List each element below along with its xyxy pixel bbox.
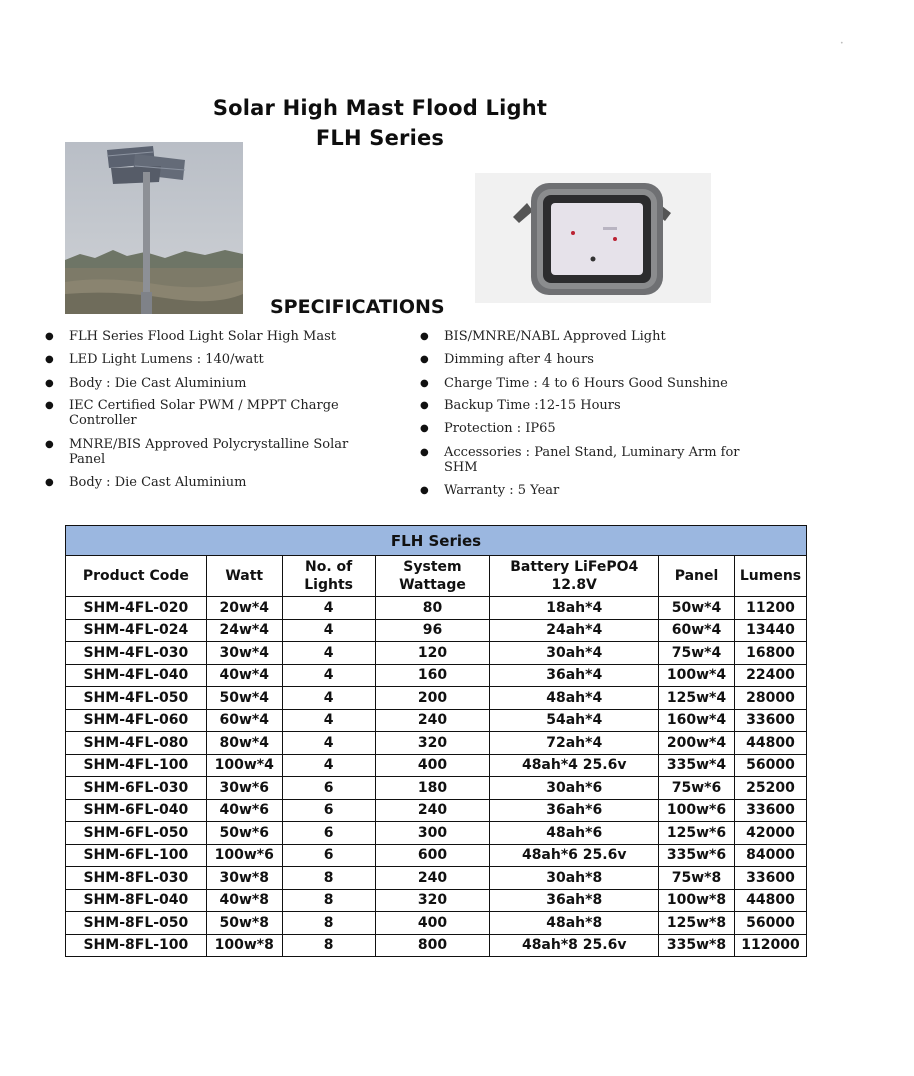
page-title: Solar High Mast Flood Light — [212, 96, 548, 120]
table-cell: 120 — [375, 642, 490, 665]
table-cell: SHM-6FL-040 — [66, 799, 207, 822]
table-cell: 320 — [375, 732, 490, 755]
column-header: Watt — [206, 556, 282, 597]
table-cell: 6 — [282, 822, 375, 845]
table-cell: 400 — [375, 754, 490, 777]
list-item: ● Body : Die Cast Aluminium — [45, 376, 246, 391]
table-cell: 6 — [282, 799, 375, 822]
table-cell: 180 — [375, 777, 490, 800]
table-row — [66, 822, 807, 845]
table-header-row — [66, 556, 807, 597]
table-cell: SHM-6FL-050 — [66, 822, 207, 845]
table-cell: 320 — [375, 889, 490, 912]
table-cell: 50w*4 — [206, 687, 282, 710]
table-cell: 335w*8 — [659, 934, 735, 957]
table-cell: 48ah*4 25.6v — [490, 754, 659, 777]
table-cell: SHM-8FL-100 — [66, 934, 207, 957]
table-cell: SHM-6FL-030 — [66, 777, 207, 800]
table-cell: SHM-8FL-040 — [66, 889, 207, 912]
table-cell: 300 — [375, 822, 490, 845]
table-cell: 100w*8 — [206, 934, 282, 957]
table-cell: 125w*4 — [659, 687, 735, 710]
column-header: Lumens — [734, 556, 806, 597]
table-cell: 200w*4 — [659, 732, 735, 755]
table-cell: 240 — [375, 709, 490, 732]
table-cell: 50w*4 — [659, 597, 735, 620]
corner-mark: • — [840, 40, 844, 47]
table-cell: 60w*4 — [206, 709, 282, 732]
table-cell: 36ah*8 — [490, 889, 659, 912]
table-cell: 335w*6 — [659, 844, 735, 867]
table-body — [66, 597, 807, 957]
table-cell: 56000 — [734, 912, 806, 935]
table-row — [66, 664, 807, 687]
column-header: Battery LiFePO4 12.8V — [490, 556, 659, 597]
table-cell: 33600 — [734, 867, 806, 890]
table-cell: 75w*6 — [659, 777, 735, 800]
table-cell: 33600 — [734, 799, 806, 822]
table-cell: 4 — [282, 754, 375, 777]
table-cell: 30ah*8 — [490, 867, 659, 890]
table-cell: 50w*8 — [206, 912, 282, 935]
specifications-heading: SPECIFICATIONS — [270, 296, 445, 318]
list-item: ● MNRE/BIS Approved Polycrystalline Solar Panel — [45, 437, 385, 467]
table-cell: 800 — [375, 934, 490, 957]
table-cell: 100w*8 — [659, 889, 735, 912]
table-cell: 100w*4 — [659, 664, 735, 687]
table-cell: 30w*8 — [206, 867, 282, 890]
list-item: ● Protection : IP65 — [420, 421, 556, 436]
table-cell: 33600 — [734, 709, 806, 732]
list-item: ● Backup Time :12-15 Hours — [420, 398, 621, 413]
table-cell: 75w*4 — [659, 642, 735, 665]
column-header: Product Code — [66, 556, 207, 597]
table-row — [66, 619, 807, 642]
table-cell: SHM-4FL-030 — [66, 642, 207, 665]
list-item: ● Accessories : Panel Stand, Luminary Arm for SHM — [420, 445, 760, 475]
table-cell: 160w*4 — [659, 709, 735, 732]
table-row — [66, 912, 807, 935]
table-cell: SHM-4FL-024 — [66, 619, 207, 642]
table-cell: 25200 — [734, 777, 806, 800]
table-cell: 48ah*6 — [490, 822, 659, 845]
table-cell: 36ah*6 — [490, 799, 659, 822]
table-cell: 4 — [282, 642, 375, 665]
list-item: ● FLH Series Flood Light Solar High Mast — [45, 329, 336, 344]
table-cell: 72ah*4 — [490, 732, 659, 755]
table-cell: SHM-8FL-050 — [66, 912, 207, 935]
table-row — [66, 597, 807, 620]
table-cell: 600 — [375, 844, 490, 867]
table-cell: 40w*8 — [206, 889, 282, 912]
table-row — [66, 754, 807, 777]
table-cell: 50w*6 — [206, 822, 282, 845]
table-cell: 4 — [282, 664, 375, 687]
table-row — [66, 777, 807, 800]
list-item: ● BIS/MNRE/NABL Approved Light — [420, 329, 666, 344]
list-item: ● Dimming after 4 hours — [420, 352, 594, 367]
table-cell: 54ah*4 — [490, 709, 659, 732]
solar-high-mast-photo — [65, 142, 243, 314]
table-cell: 100w*6 — [206, 844, 282, 867]
table-cell: 44800 — [734, 889, 806, 912]
table-cell: 6 — [282, 844, 375, 867]
table-cell: SHM-6FL-100 — [66, 844, 207, 867]
table-row — [66, 889, 807, 912]
flood-light-fixture-photo — [475, 173, 711, 303]
table-cell: 4 — [282, 732, 375, 755]
table-cell: 8 — [282, 934, 375, 957]
table-series-title: FLH Series — [66, 526, 807, 556]
table-cell: 24w*4 — [206, 619, 282, 642]
column-header: System Wattage — [375, 556, 490, 597]
table-cell: 8 — [282, 912, 375, 935]
table-cell: 100w*4 — [206, 754, 282, 777]
table-cell: 24ah*4 — [490, 619, 659, 642]
table-row — [66, 934, 807, 957]
table-cell: SHM-4FL-040 — [66, 664, 207, 687]
table-cell: 84000 — [734, 844, 806, 867]
table-cell: 80 — [375, 597, 490, 620]
table-cell: 6 — [282, 777, 375, 800]
table-cell: 4 — [282, 709, 375, 732]
table-cell: 4 — [282, 687, 375, 710]
column-header: No. of Lights — [282, 556, 375, 597]
table-cell: 30ah*6 — [490, 777, 659, 800]
table-row — [66, 867, 807, 890]
table-cell: 240 — [375, 799, 490, 822]
table-cell: 16800 — [734, 642, 806, 665]
table-cell: SHM-4FL-050 — [66, 687, 207, 710]
table-cell: 60w*4 — [659, 619, 735, 642]
table-cell: 8 — [282, 889, 375, 912]
page-subtitle: FLH Series — [315, 126, 445, 150]
table-cell: 8 — [282, 867, 375, 890]
table-cell: 48ah*8 — [490, 912, 659, 935]
table-cell: 56000 — [734, 754, 806, 777]
column-header: Panel — [659, 556, 735, 597]
table-cell: 30w*6 — [206, 777, 282, 800]
table-row — [66, 687, 807, 710]
table-cell: 11200 — [734, 597, 806, 620]
flh-series-table — [65, 525, 807, 957]
table-cell: 40w*6 — [206, 799, 282, 822]
table-row — [66, 799, 807, 822]
list-item: ● IEC Certified Solar PWM / MPPT Charge Controller — [45, 398, 385, 428]
table-row — [66, 732, 807, 755]
table-cell: 48ah*4 — [490, 687, 659, 710]
table-cell: 100w*6 — [659, 799, 735, 822]
table-cell: 75w*8 — [659, 867, 735, 890]
table-cell: 13440 — [734, 619, 806, 642]
table-cell: 48ah*6 25.6v — [490, 844, 659, 867]
list-item: ● Charge Time : 4 to 6 Hours Good Sunshine — [420, 376, 728, 391]
table-cell: SHM-8FL-030 — [66, 867, 207, 890]
table-row — [66, 844, 807, 867]
table-cell: SHM-4FL-060 — [66, 709, 207, 732]
table-cell: 40w*4 — [206, 664, 282, 687]
table-cell: 18ah*4 — [490, 597, 659, 620]
list-item: ● Body : Die Cast Aluminium — [45, 475, 246, 490]
table-cell: 4 — [282, 619, 375, 642]
table-cell: 28000 — [734, 687, 806, 710]
table-cell: 125w*6 — [659, 822, 735, 845]
list-item: ● Warranty : 5 Year — [420, 483, 559, 498]
table-cell: 400 — [375, 912, 490, 935]
table-cell: 200 — [375, 687, 490, 710]
table-cell: 36ah*4 — [490, 664, 659, 687]
table-row — [66, 709, 807, 732]
table-cell: 20w*4 — [206, 597, 282, 620]
table-cell: 160 — [375, 664, 490, 687]
table-cell: 96 — [375, 619, 490, 642]
table-row — [66, 642, 807, 665]
table-cell: 22400 — [734, 664, 806, 687]
table-cell: 4 — [282, 597, 375, 620]
list-item: ● LED Light Lumens : 140/watt — [45, 352, 264, 367]
table-cell: SHM-4FL-080 — [66, 732, 207, 755]
table-cell: 30ah*4 — [490, 642, 659, 665]
table-cell: 112000 — [734, 934, 806, 957]
table-cell: 44800 — [734, 732, 806, 755]
table-cell: 80w*4 — [206, 732, 282, 755]
table-cell: 240 — [375, 867, 490, 890]
table-cell: SHM-4FL-020 — [66, 597, 207, 620]
table-cell: 125w*8 — [659, 912, 735, 935]
table-cell: 30w*4 — [206, 642, 282, 665]
table-cell: SHM-4FL-100 — [66, 754, 207, 777]
table-cell: 335w*4 — [659, 754, 735, 777]
table-cell: 48ah*8 25.6v — [490, 934, 659, 957]
table-cell: 42000 — [734, 822, 806, 845]
